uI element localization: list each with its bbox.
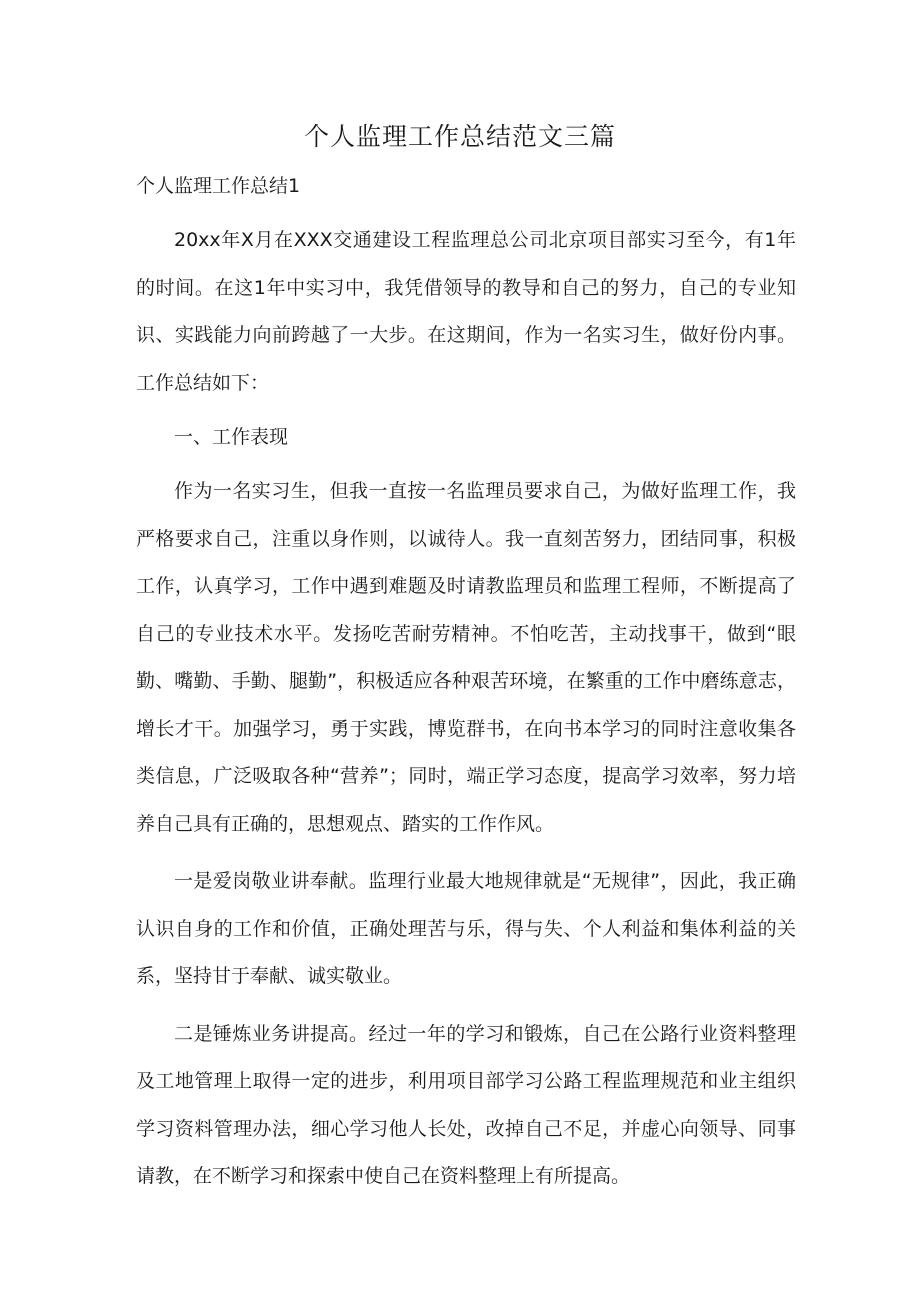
- section-subtitle: 个人监理工作总结1: [136, 175, 301, 197]
- document-body: [136, 166, 796, 1211]
- document-title: 个人监理工作总结范文三篇: [303, 122, 616, 151]
- intro-paragraph: 20xx年X月在XXX交通建设工程监理总公司北京项目部实习至今，有1年的时间。在这1年中实习中，我凭借领导的教导和自己的努力，自己的专业知识、实践能力向前跨越了一大步。在这期间，作为一名实习生，做好份内事。工作总结如下：: [136, 229, 796, 394]
- dedication-paragraph: 一是爱岗敬业讲奉献。监理行业最大地规律就是“无规律”，因此，我正确认识自身的工作和价值，正确处理苦与乐，得与失、个人利益和集体利益的关系，坚持甘于奉献、诚实敬业。: [136, 870, 796, 987]
- work-performance-paragraph: 作为一名实习生，但我一直按一名监理员要求自己，为做好监理工作，我严格要求自己，注重以身作则，以诚待人。我一直刻苦努力，团结同事，积极工作，认真学习，工作中遇到难题及时请教监理员和监理工程师，不断提高了自己的专业技术水平。发扬吃苦耐劳精神。不怕吃苦，主动找事干，做到“眼勤、嘴勤、手勤、腿勤”，积极适应各种艰苦环境，在繁重的工作中磨练意志，增长才干。加强学习，勇于实践，博览群书，在向书本学习的同时注意收集各类信息，广泛吸取各种“营养”；同时，端正学习态度，提高学习效率，努力培养自己具有正确的，思想观点、踏实的工作作风。: [136, 480, 796, 835]
- skills-paragraph: 二是锤炼业务讲提高。经过一年的学习和锻炼，自己在公路行业资料整理及工地管理上取得一定的进步，利用项目部学习公路工程监理规范和业主组织学习资料管理办法，细心学习他人长处，改掉自己不足，并虚心向领导、同事请教，在不断学习和探索中使自己在资料整理上有所提高。: [136, 1022, 796, 1187]
- section-heading-work-performance: 一、工作表现: [174, 426, 289, 448]
